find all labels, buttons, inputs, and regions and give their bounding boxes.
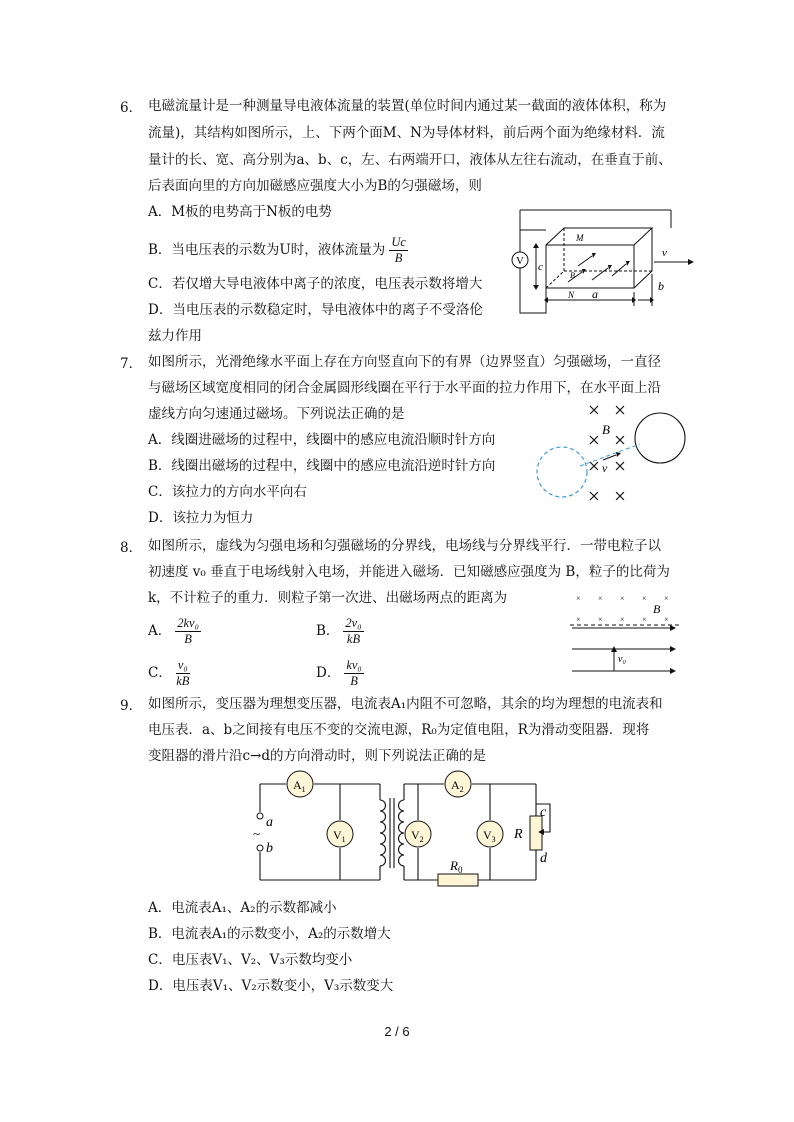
q7-fig-v-label: v (602, 461, 608, 475)
q6-option-b-text: B．当电压表的示数为U时，液体流量为 (148, 242, 386, 258)
q9-fig-c-label: c (540, 805, 547, 820)
svg-text:×: × (620, 594, 625, 603)
q9-fig-r-label: R (514, 827, 523, 842)
svg-text:×: × (598, 615, 603, 624)
q8-option-b-denominator: kB (346, 632, 361, 646)
q9-stem-line-3: 变阻器的滑片沿c→d的方向滑动时，则下列说法正确的是 (148, 748, 487, 764)
q8-option-c (148, 654, 194, 692)
q6-option-b-denominator: B (394, 251, 403, 265)
q8-stem-line-2: 初速度 v₀ 垂直于电场线射入电场，并能进入磁场．已知磁感应强度为 B，粒子的比荷为 (148, 564, 670, 580)
q9-option-d: D．电压表V₁、V₂示数变小，V₃示数变大 (148, 978, 394, 994)
q8-number: 8． (120, 540, 143, 556)
q6-fig-n-label: N (568, 290, 575, 300)
q6-fig-m-label: M (576, 233, 584, 243)
q7-option-b: B．线圈出磁场的过程中，线圈中的感应电流沿逆时针方向 (148, 458, 496, 474)
q8-fig-v0-label: v₀ (618, 654, 626, 665)
q9-option-a: A．电流表A₁、A₂的示数都减小 (148, 900, 337, 916)
q8-option-a-numerator: 2kv₀ (177, 616, 199, 630)
q9-stem-line-1: 如图所示，变压器为理想变压器，电流表A₁内阻不可忽略，其余的均为理想的电流表和 (148, 696, 663, 712)
q7-coil-solid (635, 413, 685, 463)
q6-option-c: C．若仅增大导电液体中离子的浓度，电压表示数将增大 (148, 276, 483, 292)
q7-option-d: D．该拉力为恒力 (148, 510, 254, 526)
q8-stem-line-3: k，不计粒子的重力．则粒子第一次进、出磁场两点的距离为 (148, 590, 508, 606)
q7-stem-line-1: 如图所示，光滑绝缘水平面上存在方向竖直向下的有界（边界竖直）匀强磁场，一直径 (148, 354, 661, 370)
q6-stem-line-2: 流量)，其结构如图所示，上、下两个面M、N为导体材料，前后两个面为绝缘材料．流 (148, 125, 665, 141)
q6-option-b-numerator: Uc (391, 235, 406, 249)
q8-option-c-denominator: kB (176, 674, 190, 688)
q9-option-c: C．电压表V₁、V₂、V₃示数均变小 (148, 952, 353, 968)
q9-fig-v3-label: $V_3$ (483, 828, 496, 844)
q8-option-d (316, 654, 368, 692)
svg-text:×: × (576, 615, 581, 624)
q7-number: 7． (120, 356, 143, 372)
q8-stem-line-1: 如图所示，虚线为匀强电场和匀强磁场的分界线，电场线与分界线平行．一带电粒子以 (148, 538, 661, 554)
q8-option-d-denominator: B (350, 674, 358, 688)
q8-option-b-numerator: 2v₀ (345, 616, 362, 630)
q6-fig-b-label: b (658, 279, 664, 293)
q8-option-b (316, 612, 368, 650)
q7-coil-dashed (537, 447, 587, 497)
q6-number: 6． (120, 100, 143, 116)
q8-option-b-label: B． (316, 623, 340, 639)
q6-fig-voltmeter-label: V (516, 255, 524, 267)
svg-text:×: × (664, 594, 669, 603)
q6-fig-b-field-label: B (570, 271, 575, 280)
q6-option-d-line-1: D．当电压表的示数稳定时，导电液体中的离子不受洛伦 (148, 302, 483, 318)
q9-fig-a-terminal-label: a (266, 815, 273, 830)
q9-number: 9． (120, 698, 143, 714)
q8-field-diagram (566, 592, 686, 682)
q9-option-b: B．电流表A₁的示数变小，A₂的示数增大 (148, 926, 391, 942)
q6-stem-line-1: 电磁流量计是一种测量导电液体流量的装置(单位时间内通过某一截面的液体体积，称为 (148, 98, 667, 114)
page-number: 2 / 6 (384, 1024, 410, 1039)
q9-fig-ac-source-label: ~ (253, 826, 261, 841)
q7-stem-line-2: 与磁场区域宽度相同的闭合金属圆形线圈在平行于水平面的拉力作用下，在水平面上沿 (148, 380, 661, 396)
svg-text:×: × (642, 615, 647, 624)
q6-fig-v-label: v (662, 247, 667, 259)
svg-text:×: × (620, 615, 625, 624)
q7-option-a: A．线圈进磁场的过程中，线圈中的感应电流沿顺时针方向 (148, 432, 496, 448)
q8-option-a-label: A． (148, 623, 172, 639)
q6-fig-c-label: c (538, 261, 543, 273)
q9-transformer-circuit (250, 770, 560, 890)
svg-text:×: × (598, 594, 603, 603)
q6-fig-a-label: a (592, 287, 598, 301)
q7-stem-line-3: 虚线方向匀速通过磁场。下列说法正确的是 (148, 406, 405, 422)
q9-resistor-r0 (438, 874, 478, 886)
q9-fig-v1-label: $V_1$ (333, 828, 346, 844)
q8-option-c-numerator: v₀ (177, 658, 188, 672)
q9-fig-v2-label: $V_2$ (411, 828, 424, 844)
q8-option-d-label: D． (316, 665, 341, 681)
q6-stem-line-4: 后表面向里的方向加磁感应强度大小为B的匀强磁场，则 (148, 178, 482, 194)
svg-text:×: × (576, 594, 581, 603)
q6-flowmeter-diagram (508, 208, 708, 318)
q9-fig-r0-label: $R_0$ (450, 858, 463, 875)
q8-option-d-numerator: kv₀ (346, 658, 362, 672)
q6-option-b (148, 228, 412, 272)
q7-coil-field-diagram (530, 400, 690, 510)
q9-fig-b-terminal-label: b (266, 841, 273, 856)
q6-stem-line-3: 量计的长、宽、高分别为a、b、c，左、右两端开口，液体从左往右流动，在垂直于前、 (148, 152, 672, 168)
svg-text:×: × (642, 594, 647, 603)
q7-fig-b-label: B (602, 422, 610, 437)
q6-option-a: A．M板的电势高于N板的电势 (148, 204, 332, 220)
q9-fig-a2-label: $A_2$ (451, 778, 464, 794)
q6-option-d-line-2: 兹力作用 (148, 328, 202, 344)
q8-option-c-label: C． (148, 665, 172, 681)
q8-fig-b-label: B (653, 602, 661, 616)
q6-option-b-fraction (389, 235, 408, 266)
q9-fig-d-label: d (540, 851, 547, 866)
q9-stem-line-2: 电压表．a、b之间接有电压不变的交流电源，R₀为定值电阻，R为滑动变阻器．现将 (148, 722, 650, 738)
q8-option-a (148, 612, 205, 650)
q9-fig-a1-label: $A_1$ (293, 778, 306, 794)
q7-option-c: C．该拉力的方向水平向右 (148, 484, 307, 500)
svg-text:×: × (664, 615, 669, 624)
q8-option-a-denominator: B (184, 632, 192, 646)
